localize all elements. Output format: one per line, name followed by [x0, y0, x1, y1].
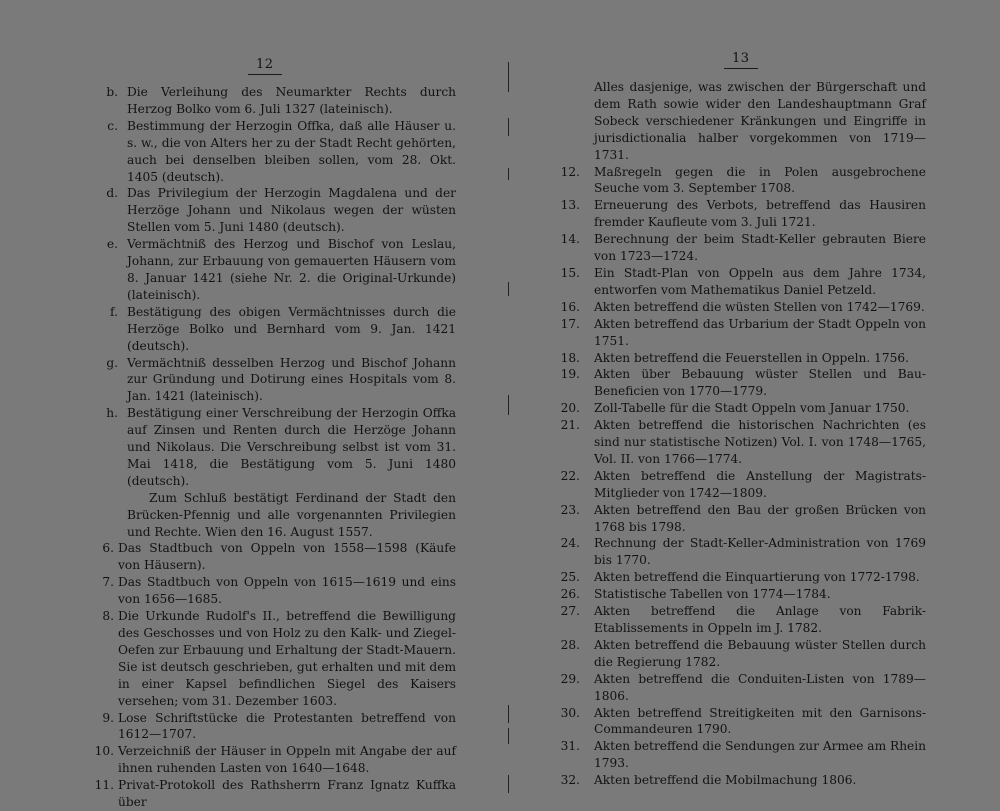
list-item — [554, 350, 926, 367]
item-text: Akten betreffend die Sendungen zur Armee am Rhein 1793. — [594, 739, 926, 771]
item-text: Maßregeln gegen die in Polen ausgebrochene Seuche vom 3. September 1708. — [594, 164, 926, 196]
list-item — [96, 574, 456, 608]
item-label: 7. — [102, 575, 114, 590]
list-item — [96, 710, 456, 744]
item-label: 13. — [560, 198, 580, 213]
item-text: Lose Schriftstücke die Protestanten betreffend von 1612—1707. — [118, 710, 456, 742]
item-label: 26. — [560, 587, 580, 602]
item-text: Akten betreffend die Mobilmachung 1806. — [594, 773, 857, 788]
item-text: Akten über Bebauung wüster Stellen und Bau-Beneficien von 1770—1779. — [594, 367, 926, 399]
list-item — [554, 738, 926, 772]
item-text: Akten betreffend den Bau der großen Brücken von 1768 bis 1798. — [594, 502, 926, 534]
item-text: Berechnung der beim Stadt-Keller gebrauten Biere von 1723—1724. — [594, 232, 926, 264]
item-label: h. — [106, 406, 118, 421]
list-item — [554, 468, 926, 502]
list-item — [96, 118, 456, 186]
item-text: Verzeichniß der Häuser in Oppeln mit Angabe der auf ihnen ruhenden Lasten von 1640—1648. — [118, 744, 456, 776]
item-text: Privat-Protokoll des Rathsherrn Franz Ignatz Kuffka über — [118, 778, 456, 810]
item-text: Erneuerung des Verbots, betreffend das Hausiren fremder Kaufleute vom 3. Juli 1721. — [594, 198, 926, 230]
item-label: 19. — [560, 367, 580, 382]
item-text: Zoll-Tabelle für die Stadt Oppeln vom Januar 1750. — [594, 401, 910, 416]
item-text: Akten betreffend das Urbarium der Stadt Oppeln von 1751. — [594, 316, 926, 348]
list-item — [554, 502, 926, 536]
entry-list — [96, 84, 456, 811]
item-label: 24. — [560, 536, 580, 551]
item-label: 21. — [560, 418, 580, 433]
item-label: 32. — [560, 773, 580, 788]
list-item — [96, 84, 456, 118]
list-item — [96, 743, 456, 777]
item-label: b. — [106, 85, 118, 99]
item-text: Akten betreffend Streitigkeiten mit den Garnisons-Commandeuren 1790. — [594, 705, 926, 737]
list-item — [96, 304, 456, 355]
item-text: Bestätigung einer Verschreibung der Herzogin Offka auf Zinsen und Renten durch die Herzöge Johann und Nikolaus. Die Verschreibung selbst ist vom 31. Mai 1418, die Bestätigung vom 5. Juni 1480 (deutsch). — [127, 406, 456, 488]
item-label: 9. — [102, 710, 114, 725]
item-text: Akten betreffend die wüsten Stellen von 1742—1769. — [594, 299, 925, 314]
page-number: 12 — [248, 57, 282, 75]
item-label: 12. — [560, 164, 580, 179]
item-label: 22. — [560, 468, 580, 483]
list-item — [554, 637, 926, 671]
item-text: Die Verleihung des Neumarkter Rechts durch Herzog Bolko vom 6. Juli 1327 (lateinisch). — [127, 85, 456, 116]
item-text: Akten betreffend die Anstellung der Magistrats-Mitglieder von 1742—1809. — [594, 468, 926, 500]
list-item — [96, 236, 456, 304]
list-item — [554, 569, 926, 586]
item-label: 23. — [560, 502, 580, 517]
item-label: 11. — [94, 778, 114, 793]
item-text: Akten betreffend die historischen Nachrichten (es sind nur statistische Notizen) Vol. I. von 1748—1765, Vol. II. von 1766—1774. — [594, 418, 926, 466]
item-text: Ein Stadt-Plan von Oppeln aus dem Jahre 1734, entworfen vom Mathematikus Daniel Petzeld. — [594, 265, 926, 297]
item-label: 30. — [560, 705, 580, 720]
item-text: Akten betreffend die Conduiten-Listen von 1789—1806. — [594, 671, 926, 703]
item-text: Das Stadtbuch von Oppeln von 1558—1598 (Käufe von Häusern). — [118, 541, 456, 573]
item-text: Rechnung der Stadt-Keller-Administration von 1769 bis 1770. — [594, 536, 926, 568]
item-text: Bestätigung des obigen Vermächtnisses durch die Herzöge Bolko und Bernhard vom 9. Jan. 1421 (deutsch). — [127, 304, 456, 353]
entry-list — [554, 79, 926, 789]
item-text: Akten betreffend die Bebauung wüster Stellen durch die Regierung 1782. — [594, 637, 926, 669]
item-text: Akten betreffend die Einquartierung von 1772-1798. — [594, 570, 920, 585]
item-label: 14. — [560, 232, 580, 247]
item-label: 6. — [102, 541, 114, 556]
list-item — [554, 366, 926, 400]
item-label: 8. — [102, 609, 114, 624]
page-number: 13 — [724, 51, 758, 69]
item-label: 18. — [560, 350, 580, 365]
item-label: e. — [106, 237, 118, 252]
list-item — [96, 540, 456, 574]
left-page — [0, 0, 500, 810]
item-text: Die Urkunde Rudolf's II., betreffend die Bewilligung des Geschosses und von Holz zu den Kalk- und Ziegel-Oefen zur Erbauung und Erhaltung der Stadt-Mauern. Sie ist deutsch geschrieben, gut erhalten und mit dem in einer Kapsel befindlichen Siegel des Kaisers versehen; vom 31. Dezember 1603. — [118, 609, 456, 708]
list-item — [96, 355, 456, 406]
list-item — [96, 405, 456, 490]
list-item — [554, 535, 926, 569]
list-item — [554, 231, 926, 265]
list-item — [554, 603, 926, 637]
item-label: 29. — [560, 671, 580, 686]
list-item — [554, 197, 926, 231]
list-item — [554, 772, 926, 789]
right-page — [500, 0, 1000, 793]
item-label: 27. — [560, 604, 580, 619]
item-label: g. — [106, 355, 118, 370]
item-text: Das Stadtbuch von Oppeln von 1615—1619 und eins von 1656—1685. — [118, 575, 456, 607]
list-item — [554, 705, 926, 739]
item-text: Zum Schluß bestätigt Ferdinand der Stadt den Brücken-Pfennig und alle vorgenannten Privilegien und Rechte. Wien den 16. August 1557. — [127, 490, 456, 539]
item-label: 15. — [560, 265, 580, 280]
item-text: Bestimmung der Herzogin Offka, daß alle Häuser u. s. w., die von Alters her zu der Stadt Recht gehörten, auch bei denselben bleiben sollen, vom 28. Okt. 1405 (deutsch). — [127, 118, 456, 184]
item-text: Statistische Tabellen von 1774—1784. — [594, 587, 831, 602]
item-label: 17. — [560, 316, 580, 331]
item-label: c. — [107, 118, 118, 133]
item-text: Alles dasjenige, was zwischen der Bürgerschaft und dem Rath sowie wider den Landeshauptmann Graf Sobeck verschiedener Kränkungen und Eingriffe in jurisdictionalia halber vorgekommen von 1719—1731. — [594, 80, 926, 162]
item-label: 16. — [560, 299, 580, 314]
list-item — [554, 316, 926, 350]
item-label: 10. — [94, 744, 114, 759]
item-label: 20. — [560, 401, 580, 416]
list-item — [554, 400, 926, 417]
list-item — [96, 490, 456, 541]
list-item — [554, 671, 926, 705]
list-item — [96, 777, 456, 811]
list-item — [96, 608, 456, 709]
item-text: Akten betreffend die Anlage von Fabrik-Etablissements in Oppeln im J. 1782. — [594, 604, 926, 635]
item-label: 31. — [560, 739, 580, 754]
list-item — [554, 79, 926, 164]
list-item — [554, 164, 926, 198]
list-item — [554, 417, 926, 468]
item-label: 28. — [560, 637, 580, 652]
item-label: f. — [110, 304, 118, 319]
item-text: Das Privilegium der Herzogin Magdalena und der Herzöge Johann und Nikolaus wegen der wüsten Stellen vom 5. Juni 1480 (deutsch). — [127, 186, 456, 235]
item-label: 25. — [560, 570, 580, 585]
item-text: Vermächtniß desselben Herzog und Bischof Johann zur Gründung und Dotirung eines Hospitals vom 8. Jan. 1421 (lateinisch). — [127, 355, 456, 404]
item-text: Vermächtniß des Herzog und Bischof von Leslau, Johann, zur Erbauung von gemauerten Häusern vom 8. Januar 1421 (siehe Nr. 2. die Original-Urkunde) (lateinisch). — [127, 237, 456, 302]
list-item — [554, 586, 926, 603]
item-label: d. — [106, 186, 118, 201]
list-item — [96, 185, 456, 236]
item-text: Akten betreffend die Feuerstellen in Oppeln. 1756. — [594, 350, 909, 365]
list-item — [554, 299, 926, 316]
list-item — [554, 265, 926, 299]
